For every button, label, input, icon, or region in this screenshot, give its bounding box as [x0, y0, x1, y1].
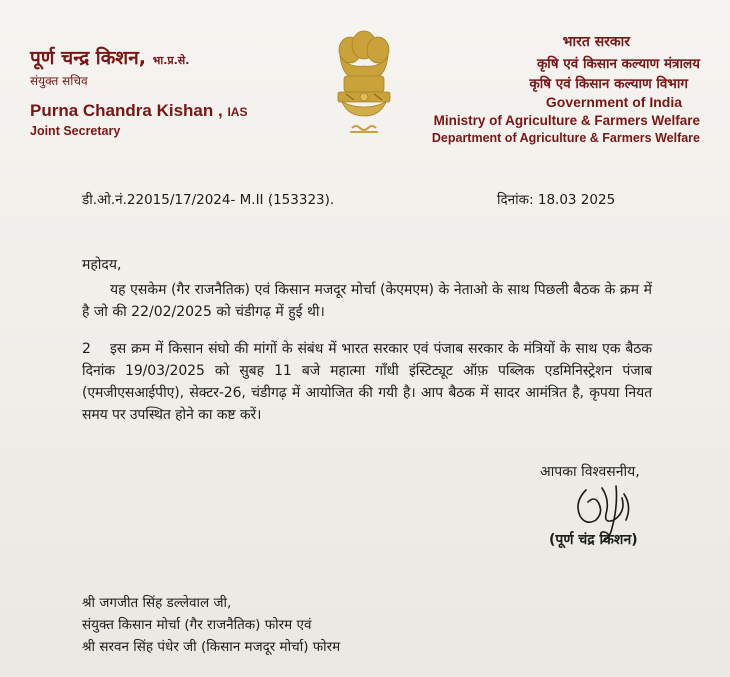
- addressee-line-3: श्री सरवन सिंह पंधेर जी (किसान मजदूर मोर्चा) फोरम: [82, 639, 341, 655]
- reference-number: डी.ओ.नं.22015/17/2024- M.II (153323).: [82, 192, 335, 208]
- department-english: Department of Agriculture & Farmers Welfare: [431, 131, 700, 145]
- ministry-hindi: कृषि एवं किसान कल्याण मंत्रालय: [536, 56, 700, 72]
- closing: आपका विश्वसनीय,: [540, 464, 640, 480]
- officer-name-english: [30, 101, 247, 121]
- paragraph-1: यह एसकेम (गैर राजनैतिक) एवं किसान मजदूर मोर्चा (केएमएम) के नेताओ के साथ पिछली बैठक के क्रम में है जो की 22/02/2025 को चंडीगढ़ में हुई थी।: [82, 282, 652, 320]
- officer-name-hindi-text: पूर्ण चन्द्र किशन,: [30, 47, 146, 69]
- addressee-line-1: श्री जगजीत सिंह डल्लेवाल जी,: [82, 595, 232, 611]
- salutation: महोदय,: [82, 257, 122, 273]
- service-hindi: भा.प्र.से.: [152, 54, 190, 67]
- signatory-name: (पूर्ण चंद्र किशन): [549, 532, 638, 548]
- national-emblem-icon: [328, 28, 400, 140]
- designation-hindi: संयुक्त सचिव: [30, 74, 88, 88]
- service-english: IAS: [227, 105, 248, 119]
- letter-date: दिनांक: 18.03 2025: [497, 192, 616, 208]
- officer-name-hindi: [30, 44, 247, 70]
- officer-name-english-text: Purna Chandra Kishan ,: [30, 101, 223, 120]
- addressee-line-2: संयुक्त किसान मोर्चा (गैर राजनैतिक) फोरम एवं: [82, 617, 312, 633]
- paragraph-2-text: इस क्रम में किसान संघो की मांगों के संबंध में भारत सरकार एवं पंजाब सरकार के मंत्रियों के साथ एक बैठक दिनांक 19/03/2025 को सुबह 11 बजे महात्मा गाँधी इंस्टिट्यूट ऑफ़ पब्लिक एडमिनिस्ट्रेशन पंजाब (एमजीएसआईपीए), सेक्टर-26, चंडीगढ़ में आयोजित की गयी है। आप बैठक में सादर आमंत्रित है, कृपया नियत समय पर उपस्थित होने का कष्ट करें।: [82, 341, 652, 423]
- letterhead-left: [30, 44, 247, 138]
- addressee-block: [82, 592, 340, 658]
- department-hindi: कृषि एवं किसान कल्याण विभाग: [529, 76, 688, 92]
- designation-english: Joint Secretary: [30, 124, 121, 138]
- govt-hindi: भारत सरकार: [562, 34, 630, 50]
- ministry-english: Ministry of Agriculture & Farmers Welfare: [433, 113, 700, 128]
- paragraph-2: [82, 338, 652, 426]
- paragraph-2-number: 2: [82, 341, 91, 357]
- letterhead-right: [410, 32, 700, 145]
- govt-english: Government of India: [545, 94, 682, 110]
